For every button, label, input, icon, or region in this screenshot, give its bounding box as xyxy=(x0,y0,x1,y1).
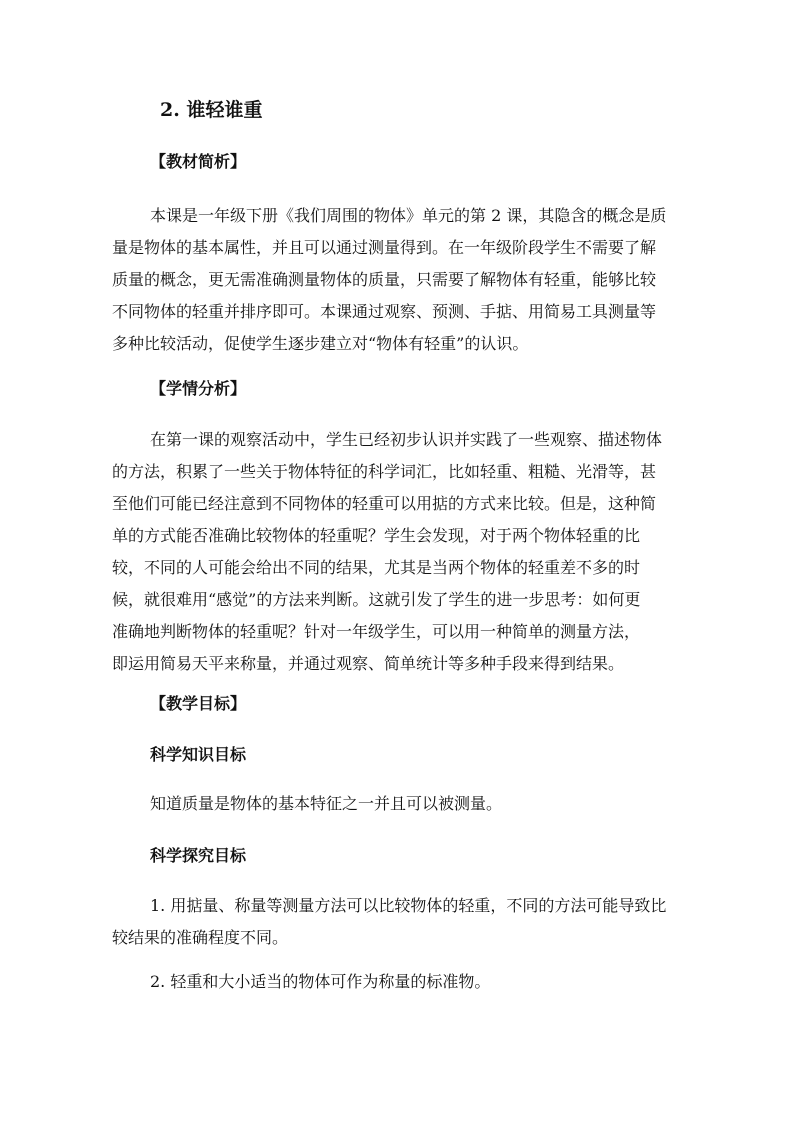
paragraph-science-knowledge xyxy=(112,788,672,820)
paragraph-learner-analysis xyxy=(112,424,672,680)
text-line: 质量的概念，更无需准确测量物体的质量，只需要了解物体有轻重，能够比较 xyxy=(112,270,657,289)
text-line: 不同物体的轻重并排序即可。本课通过观察、预测、手掂、用简易工具测量等 xyxy=(112,302,657,321)
list-item-inquiry-1 xyxy=(112,890,672,954)
text-line: 1. 用掂量、称量等测量方法可以比较物体的轻重，不同的方法可能导致比 xyxy=(150,896,667,915)
section-heading-learner-analysis: 【学情分析】 xyxy=(150,379,247,398)
text-line: 即运用简易天平来称量，并通过观察、简单统计等多种手段来得到结果。 xyxy=(112,654,625,673)
subheading-science-knowledge: 科学知识目标 xyxy=(150,745,247,764)
section-heading-teaching-goals: 【教学目标】 xyxy=(150,694,247,713)
text-line: 知道质量是物体的基本特征之一并且可以被测量。 xyxy=(150,794,503,813)
text-line: 较结果的准确程度不同。 xyxy=(112,928,289,947)
text-line: 至他们可能已经注意到不同物体的轻重可以用掂的方式来比较。但是，这种简 xyxy=(112,494,657,513)
text-line: 候，就很难用“感觉”的方法来判断。这就引发了学生的进一步思考：如何更 xyxy=(112,590,641,609)
list-item-inquiry-2 xyxy=(112,966,672,998)
text-line: 单的方式能否准确比较物体的轻重呢？学生会发现，对于两个物体轻重的比 xyxy=(112,526,641,545)
text-line: 在第一课的观察活动中，学生已经初步认识并实践了一些观察、描述物体 xyxy=(150,430,663,449)
paragraph-textbook-analysis xyxy=(112,200,672,360)
text-line: 较，不同的人可能会给出不同的结果，尤其是当两个物体的轻重差不多的时 xyxy=(112,558,641,577)
text-line: 的方法，积累了一些关于物体特征的科学词汇，比如轻重、粗糙、光滑等，甚 xyxy=(112,462,657,481)
text-line: 准确地判断物体的轻重呢？针对一年级学生，可以用一种简单的测量方法， xyxy=(112,622,641,641)
text-line: 2. 轻重和大小适当的物体可作为称量的标准物。 xyxy=(150,972,491,991)
text-line: 量是物体的基本属性，并且可以通过测量得到。在一年级阶段学生不需要了解 xyxy=(112,238,657,257)
text-line: 本课是一年级下册《我们周围的物体》单元的第 2 课，其隐含的概念是质 xyxy=(150,206,667,225)
subheading-science-inquiry: 科学探究目标 xyxy=(150,846,247,865)
section-heading-textbook-analysis: 【教材简析】 xyxy=(150,152,247,171)
text-line: 多种比较活动，促使学生逐步建立对“物体有轻重”的认识。 xyxy=(112,334,529,353)
lesson-title: 2. 谁轻谁重 xyxy=(160,99,263,121)
